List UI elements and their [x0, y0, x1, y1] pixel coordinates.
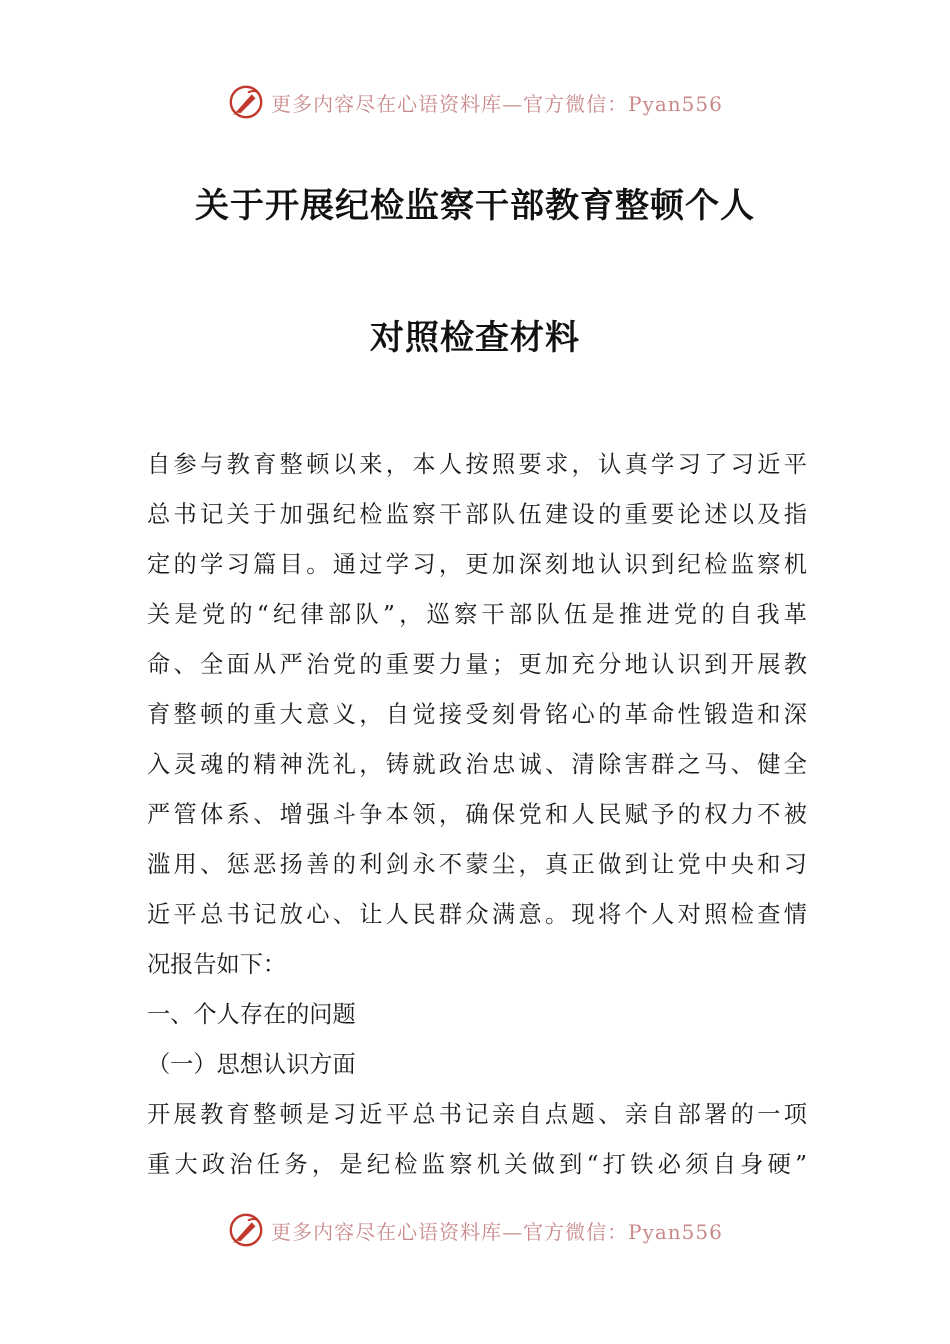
body-line: 入灵魂的精神洗礼，铸就政治忠诚、清除害群之马、健全	[147, 751, 807, 778]
section-heading: 一、个人存在的问题	[147, 1001, 356, 1028]
footer-watermark-text: 更多内容尽在心语资料库—官方微信：Pyan556	[271, 1219, 723, 1244]
body-line: 近平总书记放心、让人民群众满意。现将个人对照检查情	[147, 901, 807, 928]
header-watermark-banner	[0, 80, 950, 124]
body-line: 自参与教育整顿以来，本人按照要求，认真学习了习近平	[147, 451, 807, 478]
footer-watermark-banner	[0, 1208, 950, 1252]
pen-nib-logo-icon	[227, 83, 265, 121]
body-line: 滥用、惩恶扬善的利剑永不蒙尘，真正做到让党中央和习	[147, 851, 807, 878]
document-title-line-2: 对照检查材料	[370, 318, 580, 358]
header-watermark-text: 更多内容尽在心语资料库—官方微信：Pyan556	[271, 91, 723, 116]
body-line: 总书记关于加强纪检监察干部队伍建设的重要论述以及指	[147, 501, 807, 528]
pen-nib-logo-icon	[227, 1211, 265, 1249]
body-line: 关是党的“纪律部队”，巡察干部队伍是推进党的自我革	[147, 601, 807, 628]
body-line: 开展教育整顿是习近平总书记亲自点题、亲自部署的一项	[147, 1101, 807, 1128]
body-line: 定的学习篇目。通过学习，更加深刻地认识到纪检监察机	[147, 551, 807, 578]
document-title-line-1: 关于开展纪检监察干部教育整顿个人	[195, 186, 755, 226]
body-line: 况报告如下：	[147, 951, 287, 978]
document-body	[147, 440, 807, 1190]
body-line: 重大政治任务，是纪检监察机关做到“打铁必须自身硬”	[147, 1151, 807, 1178]
body-line: 命、全面从严治党的重要力量；更加充分地认识到开展教	[147, 651, 807, 678]
body-line: 严管体系、增强斗争本领，确保党和人民赋予的权力不被	[147, 801, 807, 828]
body-line: 育整顿的重大意义，自觉接受刻骨铭心的革命性锻造和深	[147, 701, 807, 728]
subsection-heading: （一）思想认识方面	[147, 1051, 356, 1078]
